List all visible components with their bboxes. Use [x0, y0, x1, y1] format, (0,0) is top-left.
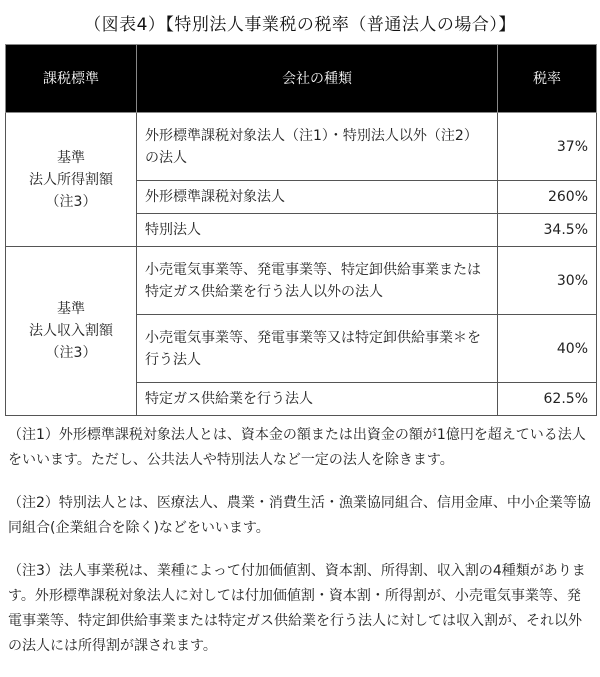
basis-income: [6, 113, 137, 247]
rate-cell: 34.5%: [498, 214, 597, 247]
company-type-cell: 特別法人: [137, 214, 498, 247]
footnotes: [8, 423, 593, 677]
basis-line: （注3）: [45, 193, 97, 210]
basis-line: （注3）: [45, 345, 97, 361]
table-row: [6, 113, 597, 181]
rate-cell: 37%: [498, 113, 597, 181]
tax-rate-table: [5, 44, 597, 416]
company-type-cell: 小売電気事業等、発電事業等又は特定卸供給事業＊を行う法人: [137, 315, 498, 383]
basis-line: 基準: [57, 301, 85, 317]
company-type-cell: 小売電気事業等、発電事業等、特定卸供給事業または特定ガス供給業を行う法人以外の法人: [137, 247, 498, 315]
header-company-type: 会社の種類: [137, 45, 498, 113]
header-tax-rate: 税率: [498, 45, 597, 113]
note-1: （注1）外形標準課税対象法人とは、資本金の額または出資金の額が1億円を超えている法人をいいます。ただし、公共法人や特別法人など一定の法人を除きます。: [8, 427, 586, 468]
table-row: [6, 247, 597, 315]
basis-revenue: [6, 247, 137, 416]
basis-line: 基準: [57, 149, 85, 166]
company-type-cell: 外形標準課税対象法人: [137, 181, 498, 214]
rate-cell: 260%: [498, 181, 597, 214]
basis-line: 法人収入割額: [29, 323, 113, 339]
note-2: （注2）特別法人とは、医療法人、農業・消費生活・漁業協同組合、信用金庫、中小企業等協同組合(企業組合を除く)などをいいます。: [8, 495, 591, 536]
header-tax-basis: 課税標準: [6, 45, 137, 113]
rate-cell: 40%: [498, 315, 597, 383]
basis-line: 法人所得割額: [29, 171, 113, 188]
figure-title: （図表4）【特別法人事業税の税率（普通法人の場合）】: [84, 15, 516, 35]
rate-cell: 62.5%: [498, 383, 597, 416]
table-header-row: [6, 45, 597, 113]
rate-cell: 30%: [498, 247, 597, 315]
company-type-cell: 外形標準課税対象法人（注1）・特別法人以外（注2）の法人: [137, 113, 498, 181]
company-type-cell: 特定ガス供給業を行う法人: [137, 383, 498, 416]
note-3: （注3）法人事業税は、業種によって付加価値割、資本割、所得割、収入割の4種類があります。外形標準課税対象法人に対しては付加価値割・資本割・所得割が、小売電気事業等、発電事業等、特定卸供給事業または特定ガス供給業を行う法人に対しては収入割が、それ以外の法人には所得割が課されます。: [8, 563, 586, 654]
